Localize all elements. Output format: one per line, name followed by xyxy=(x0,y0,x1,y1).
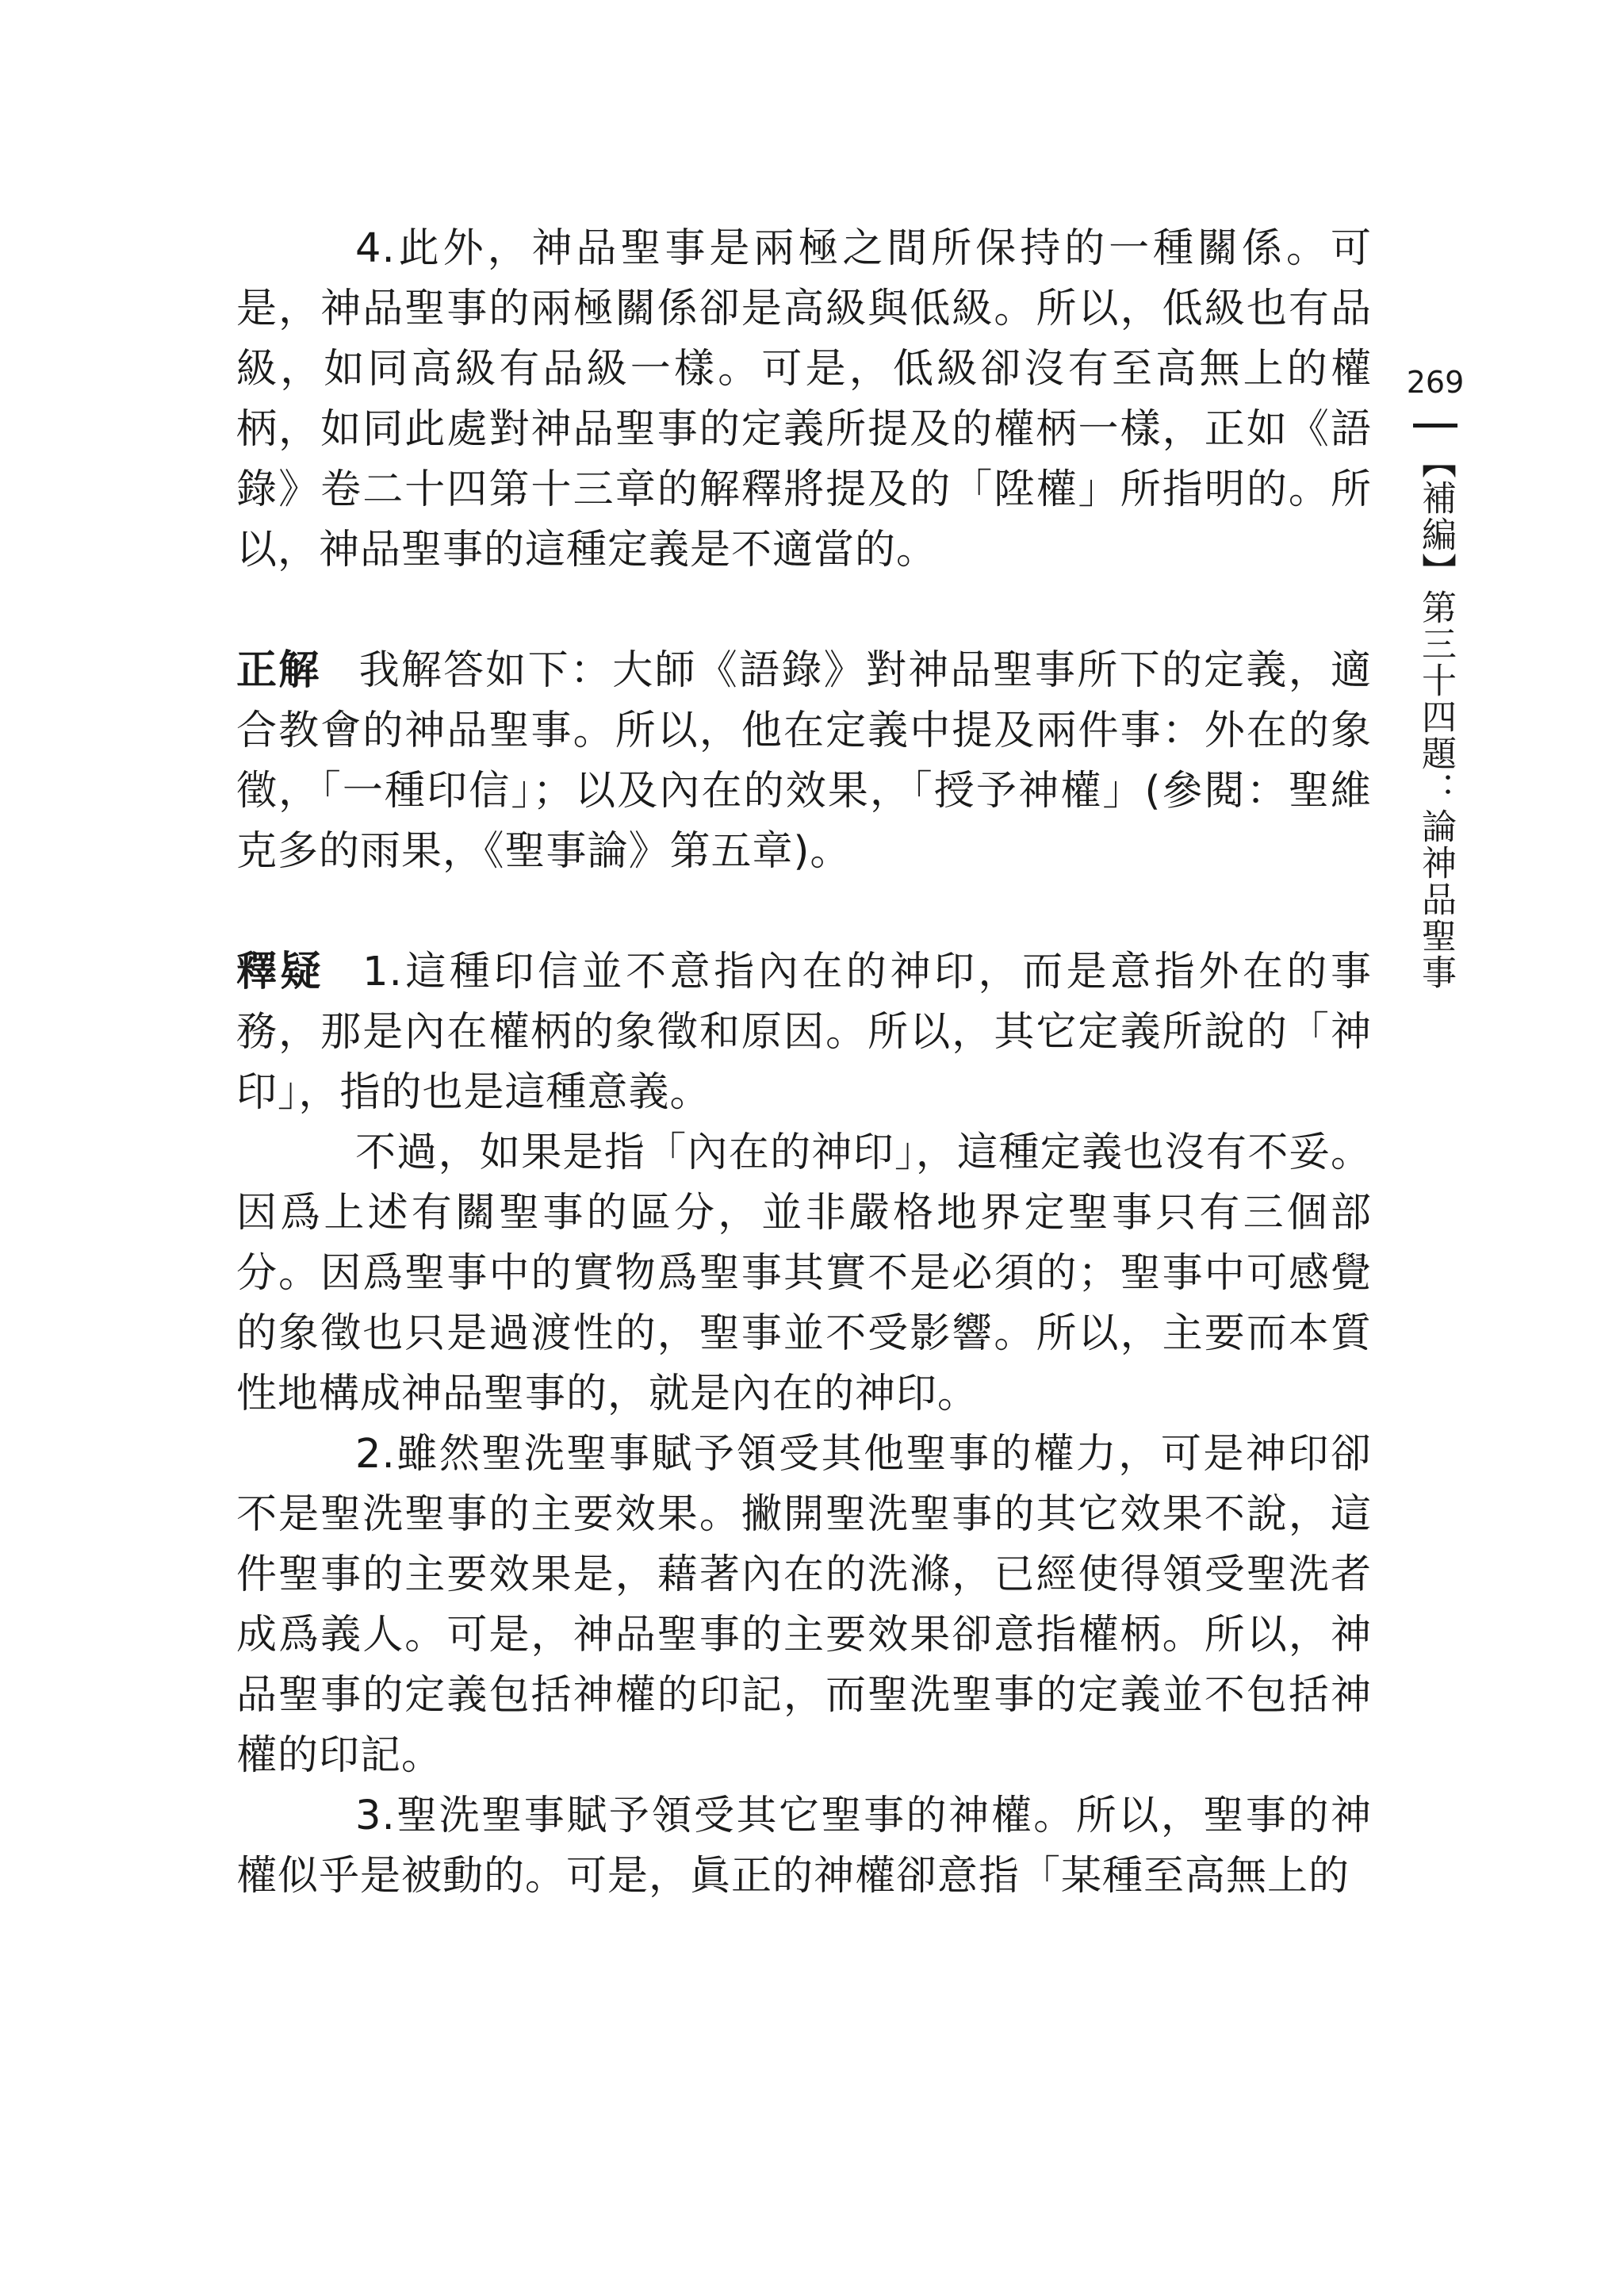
page-number: 269 xyxy=(1406,365,1465,400)
reply-label: 釋疑 xyxy=(236,949,325,995)
reply-2-paragraph: 2.雖然聖洗聖事賦予領受其他聖事的權力，可是神印卻不是聖洗聖事的主要效果。撇開聖洗聖事的其它效果不說，這件聖事的主要效果是，藉著內在的洗滌，已經使得領受聖洗者成爲義人。可是，神品聖事的主要效果卻意指權柄。所以，神品聖事的定義包括神權的印記，而聖洗聖事的定義並不包括神權的印記。 xyxy=(236,1431,1372,1779)
reply-1-text: 1.這種印信並不意指內在的神印，而是意指外在的事務，那是內在權柄的象徵和原因。所以，其它定義所說的「神印」，指的也是這種意義。 xyxy=(236,949,1372,1116)
answer-paragraph xyxy=(236,641,1372,882)
answer-label: 正解 xyxy=(236,647,321,694)
reply-1-paragraph xyxy=(236,942,1372,1123)
running-head: 【補編】第三十四題：論神品聖事 xyxy=(1415,443,1456,991)
reply-1-continued-paragraph: 不過，如果是指「內在的神印」，這種定義也沒有不妥。因爲上述有關聖事的區分，並非嚴格地界定聖事只有三個部分。因爲聖事中的實物爲聖事其實不是必須的；聖事中可感覺的象徵也只是過渡性的，聖事並不受影響。所以，主要而本質性地構成神品聖事的，就是內在的神印。 xyxy=(236,1129,1372,1417)
page-sidebar xyxy=(1406,363,1465,991)
objection-4-paragraph: 4.此外，神品聖事是兩極之間所保持的一種關係。可是，神品聖事的兩極關係卻是高級與低級。所以，低級也有品級，如同高級有品級一樣。可是，低級卻沒有至高無上的權柄，如同此處對神品聖事的定義所提及的權柄一樣，正如《語錄》卷二十四第十三章的解釋將提及的「陞權」所指明的。所以，神品聖事的這種定義是不適當的。 xyxy=(236,225,1372,573)
answer-text: 我解答如下：大師《語錄》對神品聖事所下的定義，適合教會的神品聖事。所以，他在定義中提及兩件事：外在的象徵，「一種印信」；以及內在的效果，「授予神權」(參閱：聖維克多的雨果，《聖事論》第五章)。 xyxy=(236,647,1372,875)
main-text xyxy=(236,219,1372,1907)
reply-3-paragraph: 3.聖洗聖事賦予領受其它聖事的神權。所以，聖事的神權似乎是被動的。可是，眞正的神權卻意指「某種至高無上的 xyxy=(236,1793,1372,1900)
sidebar-rule xyxy=(1413,424,1457,428)
